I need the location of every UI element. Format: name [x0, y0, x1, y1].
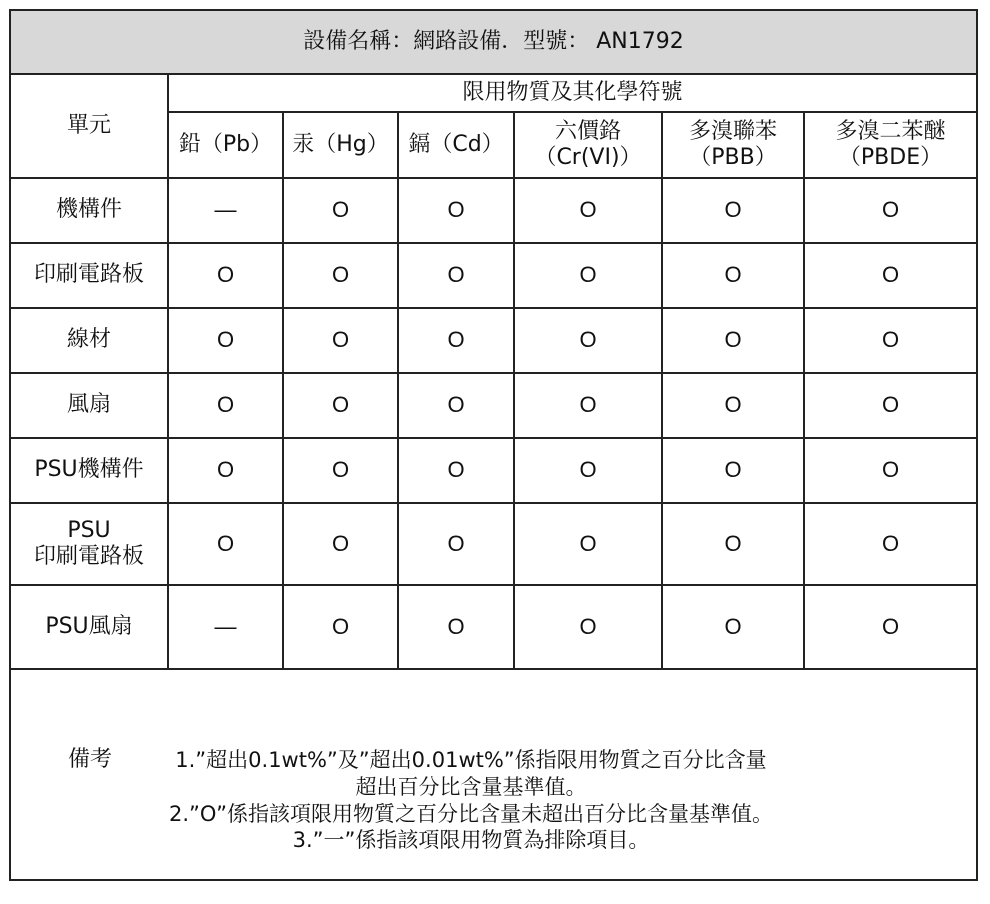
unit-name: PSU風扇	[10, 585, 168, 669]
mark-cell: O	[283, 243, 398, 308]
mark-cell: O	[398, 438, 514, 503]
mark-cell: O	[283, 503, 398, 585]
mark-cell: O	[662, 503, 804, 585]
mark-cell: O	[168, 503, 283, 585]
table-title: 設備名稱：網路設備．型號： AN1792	[10, 10, 977, 74]
mark-cell: O	[662, 243, 804, 308]
table-row	[10, 503, 977, 585]
mark-cell: O	[398, 585, 514, 669]
mark-cell: O	[514, 373, 662, 438]
substance-header-cd: 鎘（Cd）	[398, 112, 514, 178]
mark-cell: O	[514, 178, 662, 243]
mark-cell: O	[168, 373, 283, 438]
mark-cell: O	[398, 243, 514, 308]
mark-cell: O	[283, 178, 398, 243]
mark-cell: O	[804, 438, 977, 503]
mark-cell: O	[662, 308, 804, 373]
table-row	[10, 438, 977, 503]
restricted-substances-header: 限用物質及其化學符號	[168, 74, 977, 112]
mark-cell: O	[398, 178, 514, 243]
mark-cell: O	[804, 178, 977, 243]
substance-header-pb: 鉛（Pb）	[168, 112, 283, 178]
mark-cell: O	[398, 308, 514, 373]
mark-cell: O	[398, 373, 514, 438]
mark-cell: O	[514, 503, 662, 585]
mark-cell: O	[514, 243, 662, 308]
mark-cell: O	[283, 308, 398, 373]
mark-cell: O	[804, 308, 977, 373]
substance-header-hg: 汞（Hg）	[283, 112, 398, 178]
mark-cell: O	[804, 585, 977, 669]
rohs-declaration-table	[9, 9, 978, 881]
substance-header-pbde: 多溴二苯醚 （PBDE）	[804, 112, 977, 178]
mark-cell: O	[168, 243, 283, 308]
mark-cell: O	[514, 438, 662, 503]
mark-cell: —	[168, 585, 283, 669]
notes-section	[10, 669, 977, 880]
mark-cell: O	[662, 585, 804, 669]
unit-name: 印刷電路板	[10, 243, 168, 308]
note-line: 超出百分比含量基準值。	[355, 774, 587, 799]
unit-name: 線材	[10, 308, 168, 373]
substance-header-pbb: 多溴聯苯 （PBB）	[662, 112, 804, 178]
mark-cell: O	[514, 308, 662, 373]
unit-header: 單元	[10, 74, 168, 178]
table-row	[10, 585, 977, 669]
note-line: 1.”超出0.1wt%”及”超出0.01wt%”係指限用物質之百分比含量	[175, 747, 767, 772]
notes-label: 備考	[67, 746, 112, 772]
mark-cell: O	[662, 178, 804, 243]
notes-list	[169, 747, 773, 855]
mark-cell: O	[283, 585, 398, 669]
table-row	[10, 243, 977, 308]
table-row	[10, 373, 977, 438]
mark-cell: —	[168, 178, 283, 243]
mark-cell: O	[804, 243, 977, 308]
table-row	[10, 178, 977, 243]
mark-cell: O	[398, 503, 514, 585]
mark-cell: O	[514, 585, 662, 669]
mark-cell: O	[168, 438, 283, 503]
note-line: 3.”一”係指該項限用物質為排除項目。	[292, 828, 650, 853]
mark-cell: O	[662, 438, 804, 503]
unit-name: PSU機構件	[10, 438, 168, 503]
mark-cell: O	[283, 438, 398, 503]
mark-cell: O	[662, 373, 804, 438]
unit-name: PSU 印刷電路板	[10, 503, 168, 585]
unit-name: 機構件	[10, 178, 168, 243]
table-row	[10, 308, 977, 373]
mark-cell: O	[168, 308, 283, 373]
note-line: 2.”O”係指該項限用物質之百分比含量未超出百分比含量基準值。	[169, 801, 773, 826]
mark-cell: O	[804, 503, 977, 585]
mark-cell: O	[804, 373, 977, 438]
mark-cell: O	[283, 373, 398, 438]
unit-name: 風扇	[10, 373, 168, 438]
substance-header-cr6: 六價鉻 （Cr(VI)）	[514, 112, 662, 178]
